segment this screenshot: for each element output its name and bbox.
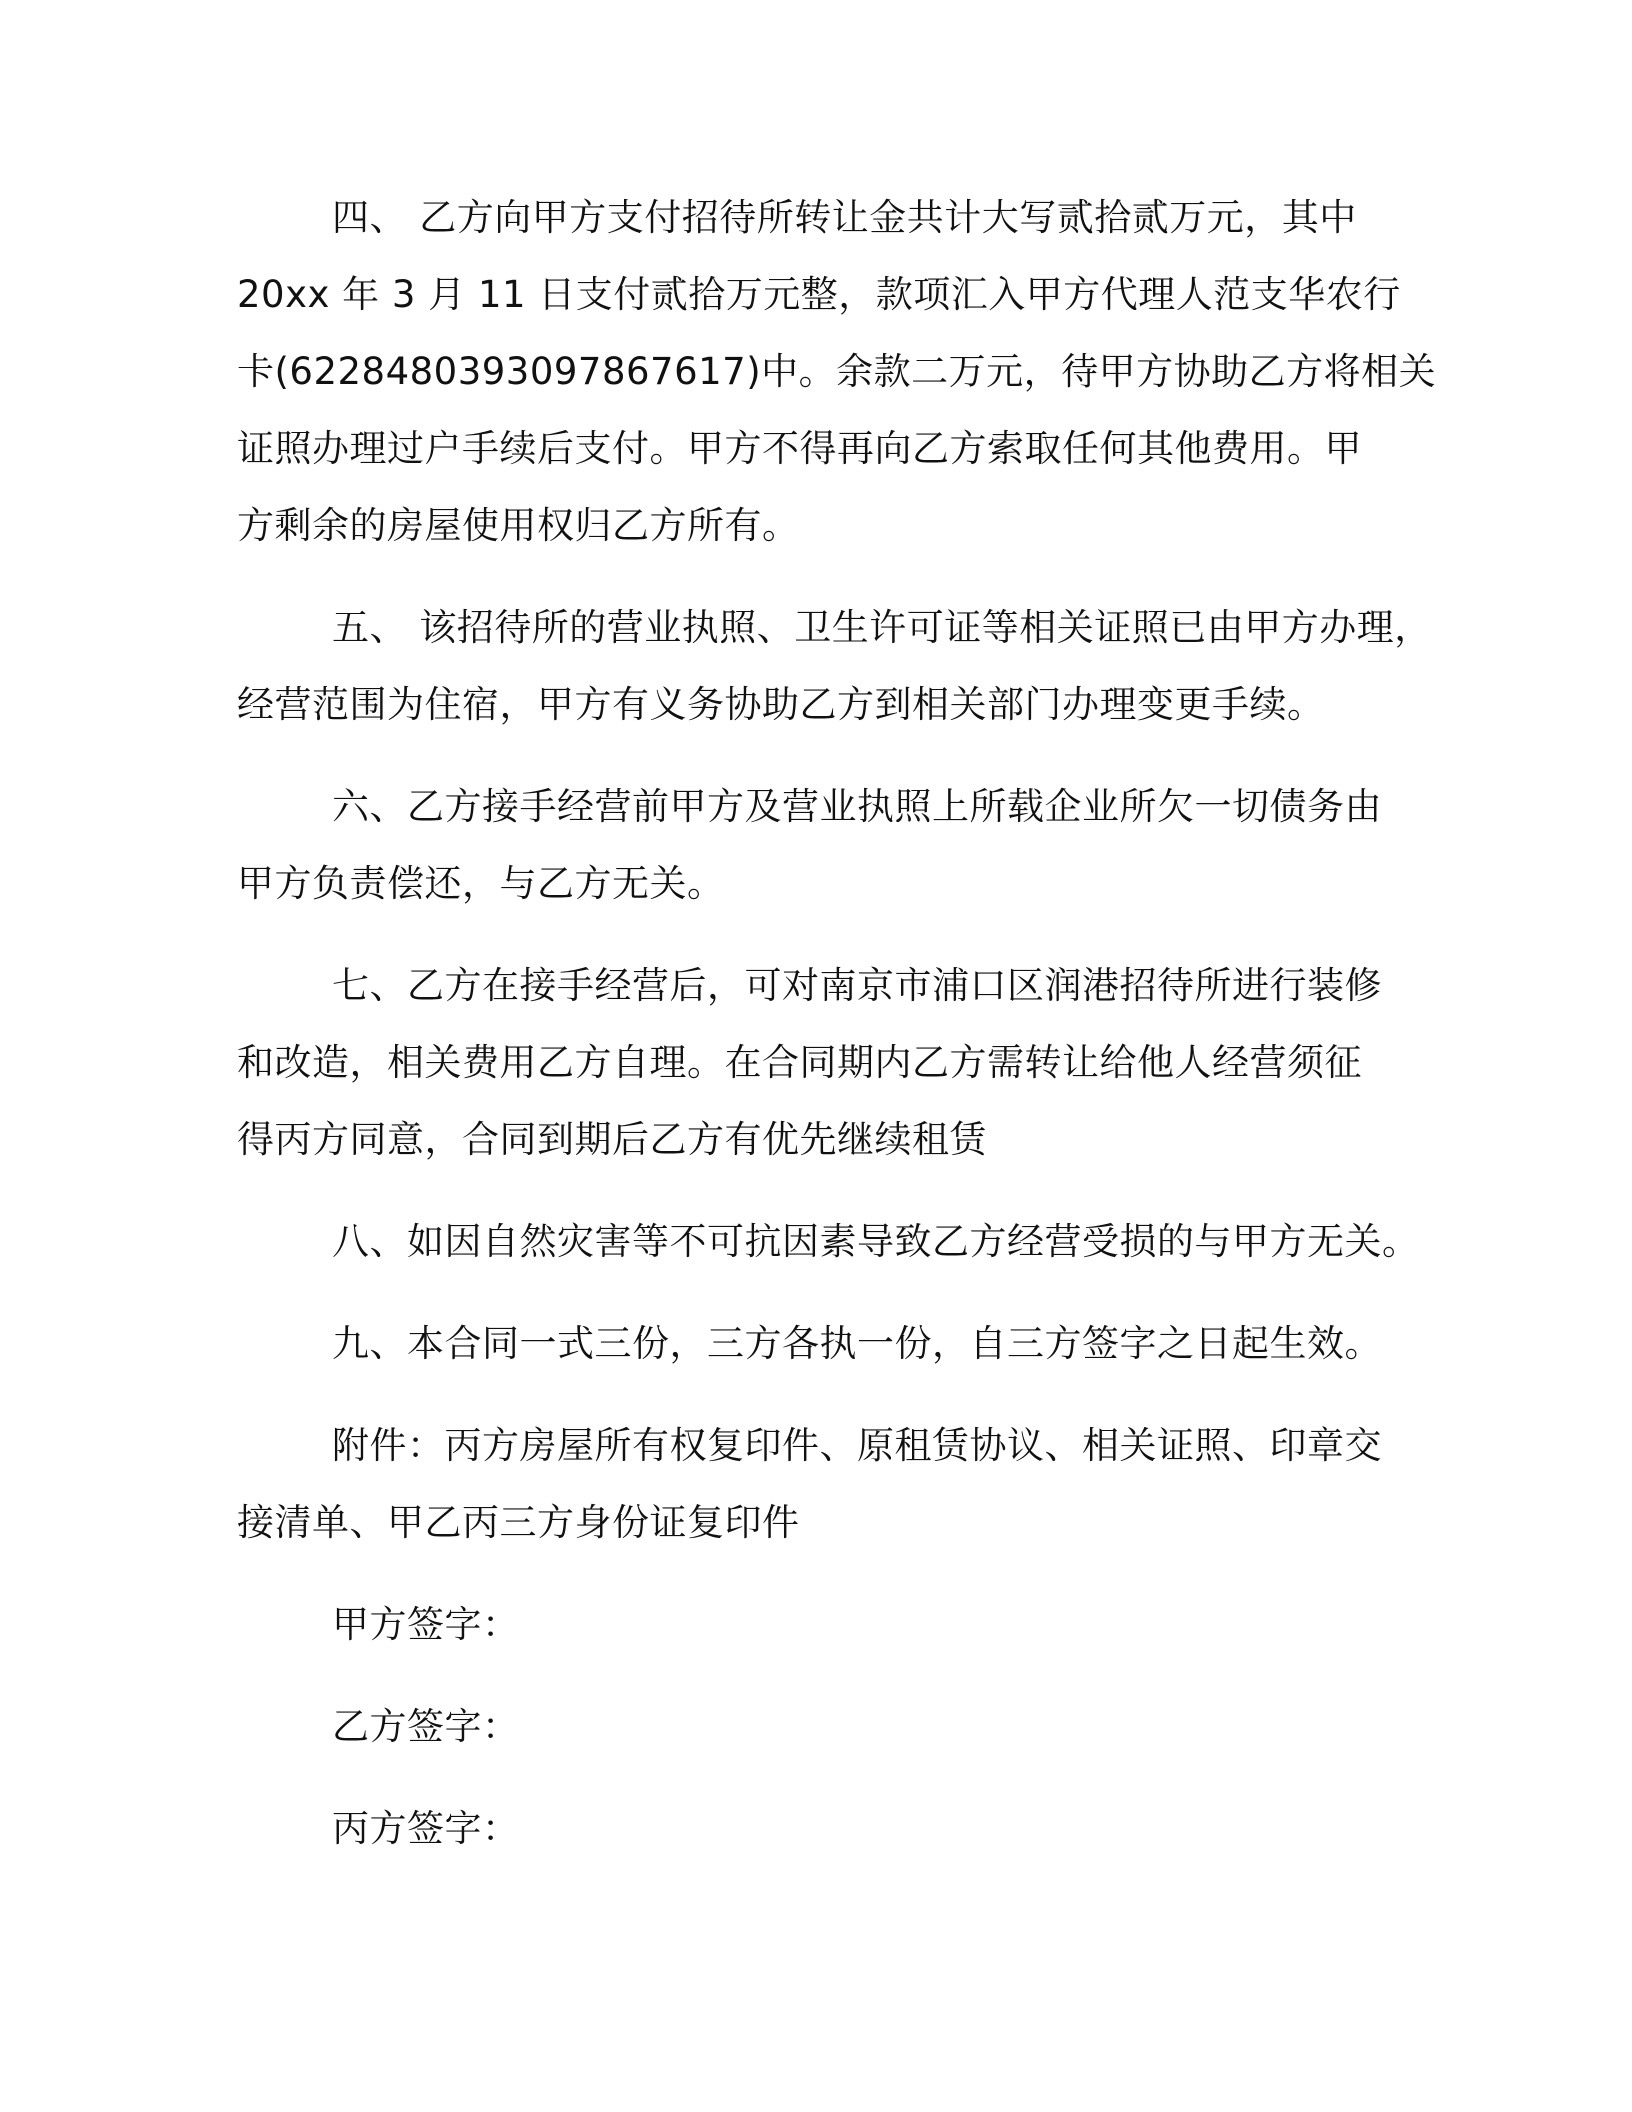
clause-4-line-2: 20xx 年 3 月 11 日支付贰拾万元整，款项汇入甲方代理人范支华农行 <box>237 273 1401 316</box>
clause-7-line-3: 得丙方同意，合同到期后乙方有优先继续租赁 <box>237 1118 987 1161</box>
clause-6-line-2: 甲方负责偿还，与乙方无关。 <box>237 862 725 905</box>
clause-5-line-2: 经营范围为住宿，甲方有义务协助乙方到相关部门办理变更手续。 <box>237 683 1325 726</box>
clause-5-line-1: 五、 该招待所的营业执照、卫生许可证等相关证照已由甲方办理， <box>332 606 1432 649</box>
clause-6-line-1: 六、乙方接手经营前甲方及营业执照上所载企业所欠一切债务由 <box>332 785 1382 828</box>
clause-4-line-1: 四、 乙方向甲方支付招待所转让金共计大写贰拾贰万元，其中 <box>332 196 1357 239</box>
signature-party-c: 丙方签字： <box>332 1807 520 1850</box>
clause-4-line-5: 方剩余的房屋使用权归乙方所有。 <box>237 504 800 547</box>
clause-8-line-1: 八、如因自然灾害等不可抗因素导致乙方经营受损的与甲方无关。 <box>332 1220 1420 1263</box>
clause-7-line-2: 和改造，相关费用乙方自理。在合同期内乙方需转让给他人经营须征 <box>237 1041 1362 1084</box>
attachments-line-1: 附件：丙方房屋所有权复印件、原租赁协议、相关证照、印章交 <box>332 1424 1382 1467</box>
signature-party-a: 甲方签字： <box>332 1603 520 1646</box>
clause-7-line-1: 七、乙方在接手经营后，可对南京市浦口区润港招待所进行装修 <box>332 964 1382 1007</box>
clause-4-line-3: 卡(6228480393097867617)中。余款二万元，待甲方协助乙方将相关 <box>237 350 1437 393</box>
clause-4-line-4: 证照办理过户手续后支付。甲方不得再向乙方索取任何其他费用。甲 <box>237 427 1362 470</box>
clause-9-line-1: 九、本合同一式三份，三方各执一份，自三方签字之日起生效。 <box>332 1322 1382 1365</box>
signature-party-b: 乙方签字： <box>332 1705 520 1748</box>
attachments-line-2: 接清单、甲乙丙三方身份证复印件 <box>237 1501 800 1544</box>
